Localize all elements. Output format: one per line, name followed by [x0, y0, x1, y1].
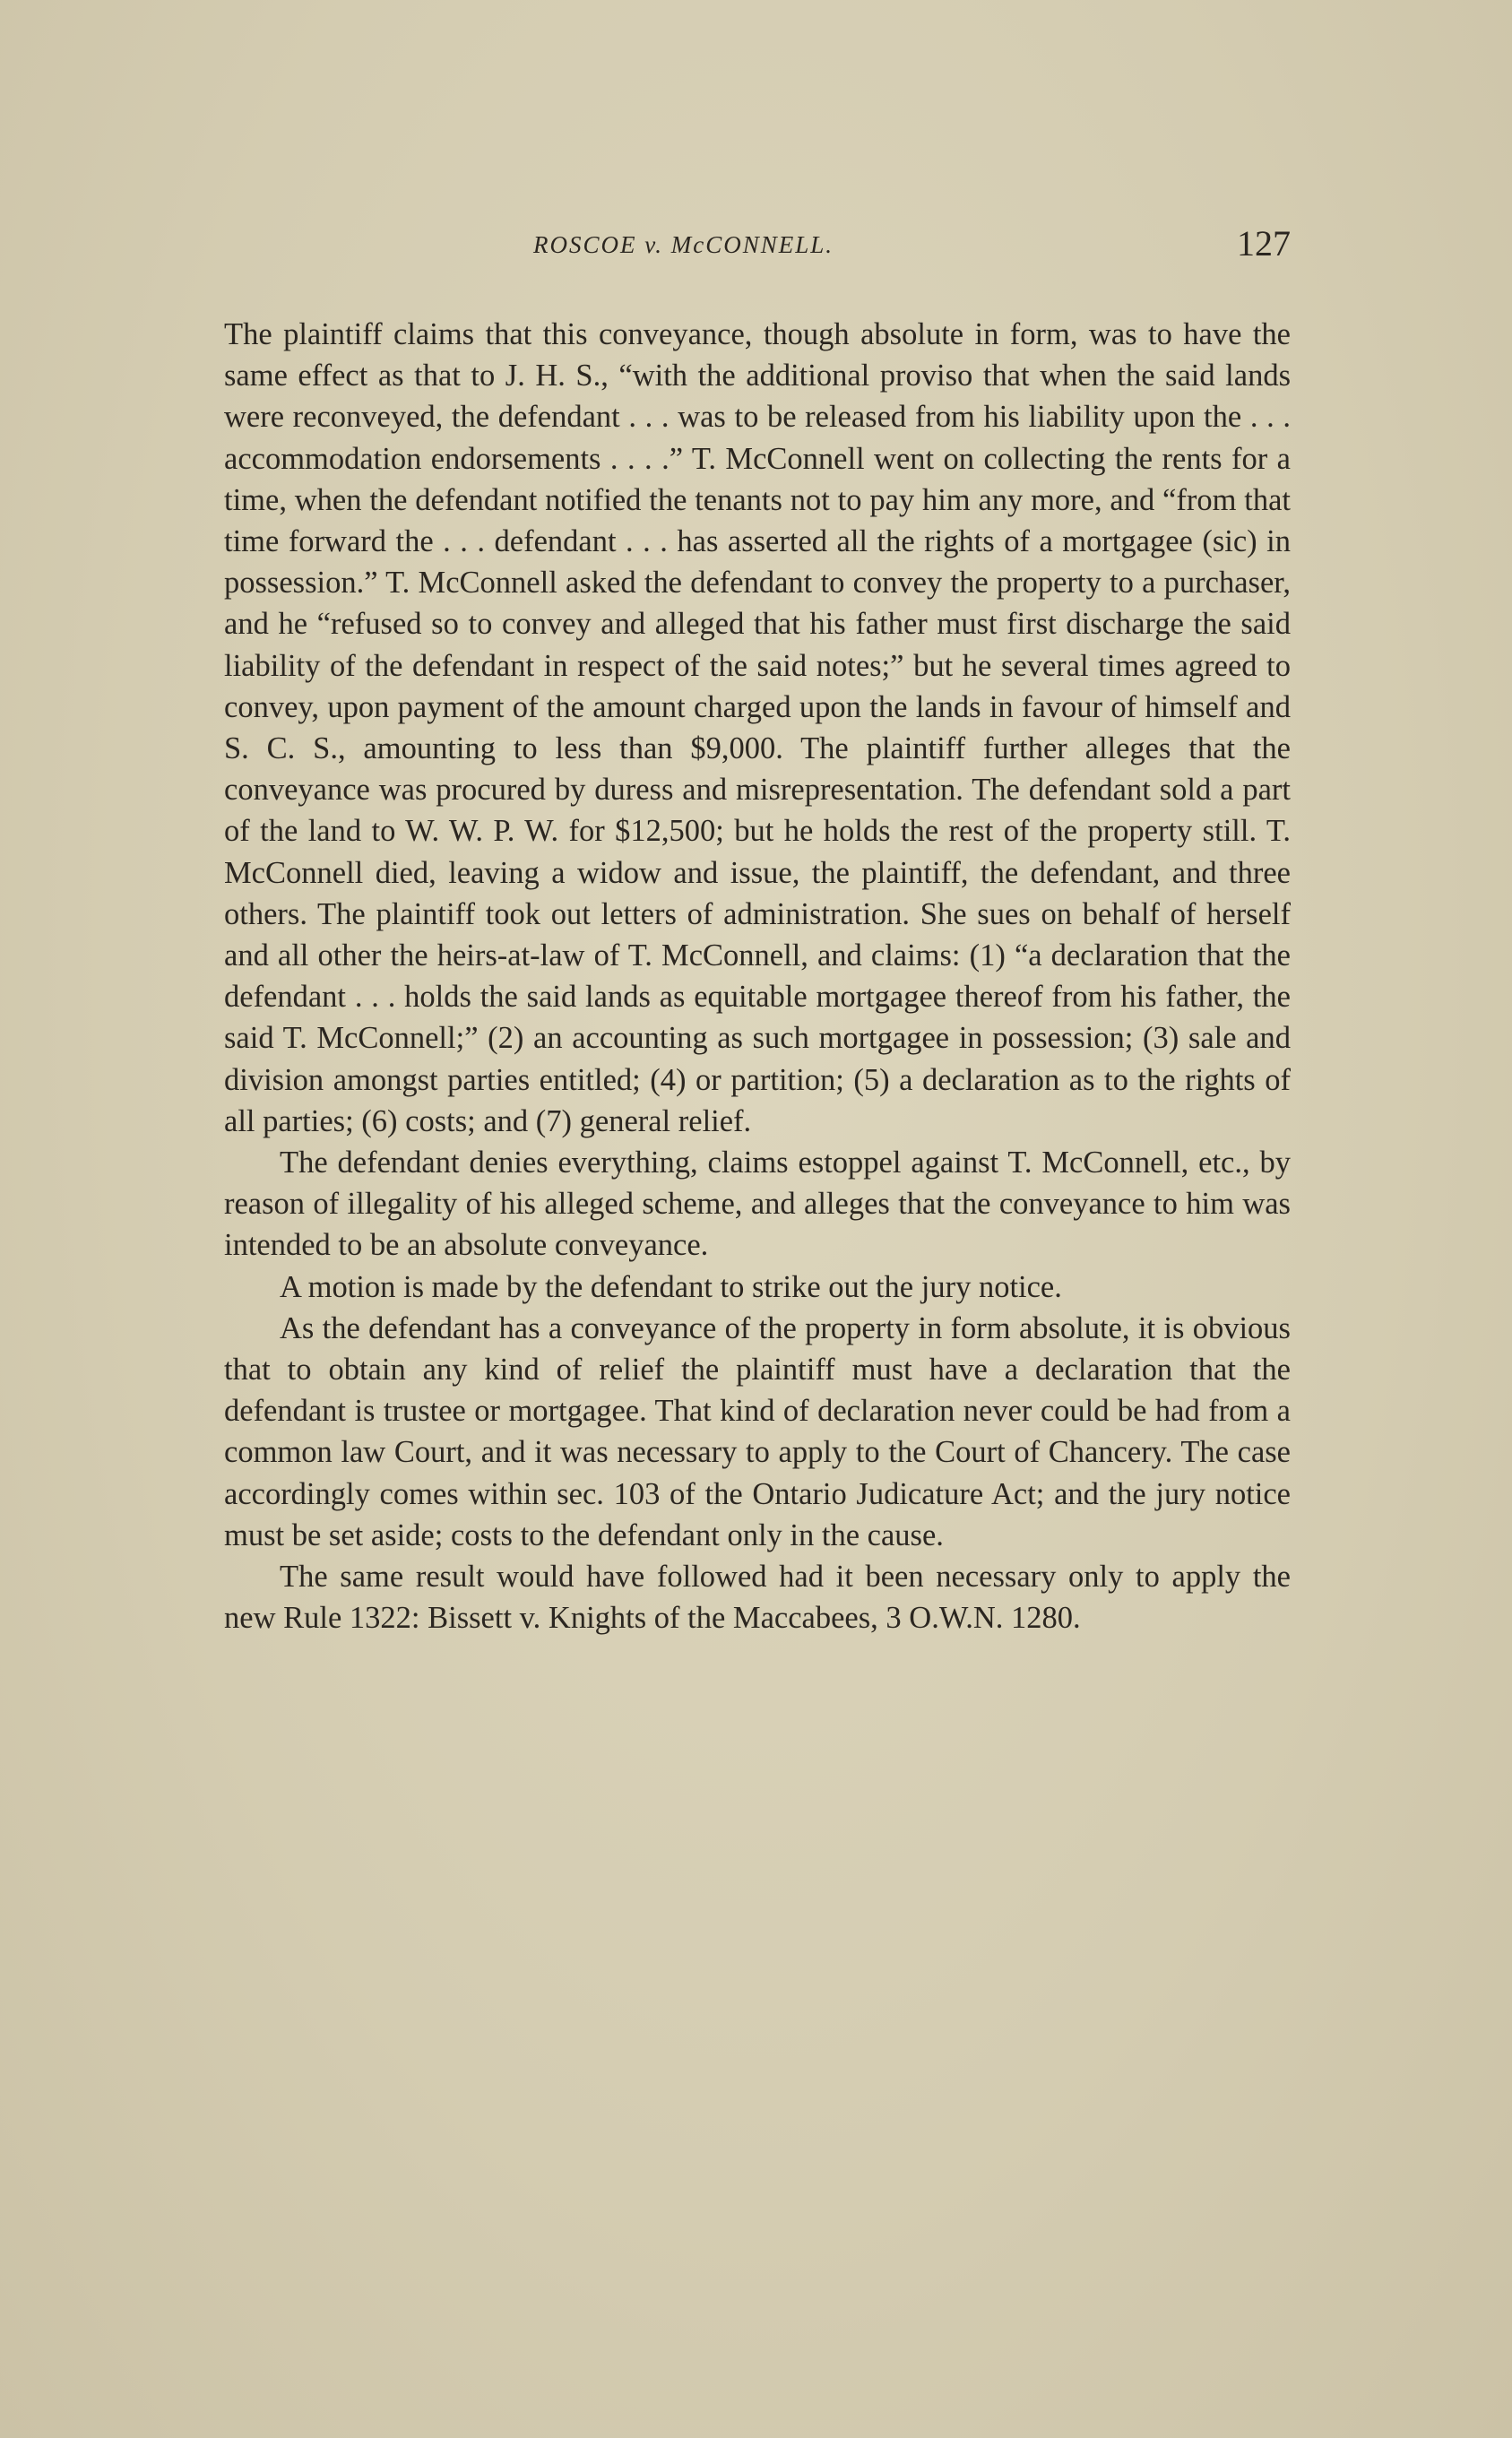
paragraph-defendant-denies: The defendant denies everything, claims estoppel against T. McConnell, etc., by reason of illegality of his alleged scheme, and alleges that the conveyance to him was intended to be an absolute conveyance. [224, 1146, 1291, 1263]
page-number: 127 [1237, 223, 1291, 264]
paragraph-judgment: As the defendant has a conveyance of the property in form absolute, it is obvious that to obtain any kind of relief the plaintiff must have a declaration that the defendant is trustee or mortgagee. That kind of declaration never could be had from a common law Court, and it was necessary to apply to the Court of Chancery. The case accordingly comes within sec. 103 of the Ontario Judicature Act; and the jury notice must be set aside; costs to the defendant only in the cause. [224, 1310, 1291, 1552]
paragraph-same-result: The same result would have followed had it been necessary only to apply the new Rule 1322: Bissett v. Knights of the Maccabees, 3 O.W.N. 1280. [224, 1560, 1291, 1636]
running-head [224, 222, 1291, 285]
paragraph-motion: A motion is made by the defendant to strike out the jury notice. [280, 1269, 1062, 1304]
paragraph-plaintiff-claims: The plaintiff claims that this conveyance, though absolute in form, was to have the same effect as that to J. H. S., “with the additional proviso that when the said lands were reconveyed, the defendant . . . was to be released from his liability upon the . . . accommodation endorsements . . . .” T. McConnell went on collecting the rents for a time, when the defendant notified the tenants not to pay him any more, and “from that time forward the . . . defendant . . . has asserted all the rights of a mortgagee (sic) in possession.” T. McConnell asked the defendant to convey the property to a purchaser, and he “refused so to convey and alleged that his father must first discharge the said liability of the defendant in respect of the said notes;” but he several times agreed to convey, upon payment of the amount charged upon the lands in favour of himself and S. C. S., amounting to less than $9,000. The plaintiff further alleges that the conveyance was procured by duress and misrepresentation. The defendant sold a part of the land to W. W. P. W. for $12,500; but he holds the rest of the property still. T. McConnell died, leaving a widow and issue, the plaintiff, the defendant, and three others. The plaintiff took out letters of administration. She sues on behalf of herself and all other the heirs-at-law of T. McConnell, and claims: (1) “a declaration that the defendant . . . holds the said lands as equitable mortgagee thereof from his father, the said T. McConnell;” (2) an accounting as such mortgagee in possession; (3) sale and division amongst parties entitled; (4) or partition; (5) a declaration as to the rights of all parties; (6) costs; and (7) general relief. [224, 317, 1291, 1138]
running-title: ROSCOE v. McCONNELL. [533, 231, 834, 258]
body-text [224, 314, 1291, 1639]
